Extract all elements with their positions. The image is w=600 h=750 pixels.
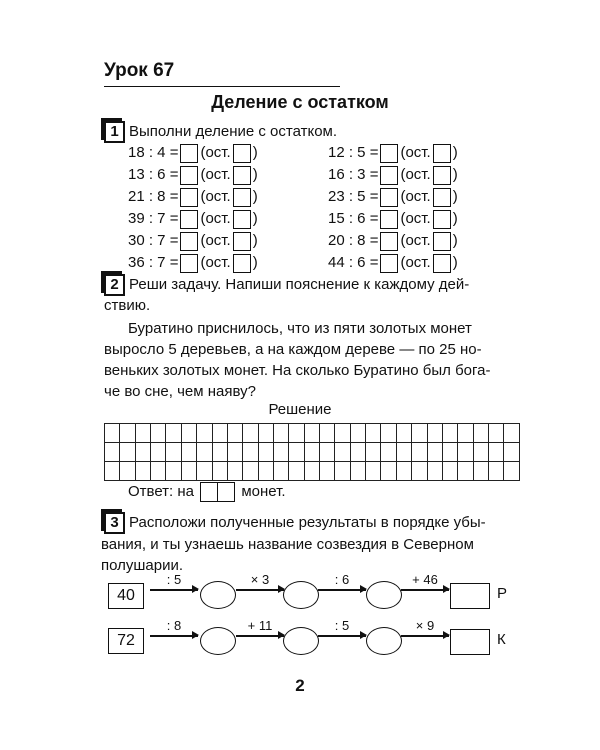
quotient-box[interactable] [380,144,398,163]
grid-cell[interactable] [258,424,273,443]
chain2-arrow: : 5 [318,618,366,637]
equation-row: 30 : 7 = (ост. ) [128,232,258,249]
task1-instruction: Выполни деление с остатком. [129,122,338,140]
grid-cell[interactable] [473,443,488,462]
grid-cell[interactable] [427,443,442,462]
grid-cell[interactable] [320,424,335,443]
equation-row: 36 : 7 = (ост. ) [128,254,258,271]
equation-row: 20 : 8 = (ост. ) [328,232,458,249]
lesson-title: Урок 67 [104,60,175,81]
grid-cell[interactable] [181,424,196,443]
grid-cell[interactable] [181,462,196,481]
page-title: Деление с остатком [211,92,389,112]
quotient-box[interactable] [380,188,398,207]
grid-cell[interactable] [212,462,227,481]
equation-row: 13 : 6 = (ост. ) [128,166,258,183]
grid-cell[interactable] [458,462,473,481]
remainder-box[interactable] [433,188,451,207]
equation-row: 21 : 8 = (ост. ) [128,188,258,205]
equation-row: 12 : 5 = (ост. ) [328,144,458,161]
chain2-letter: К [497,631,506,648]
task1-header [101,121,337,143]
grid-cell[interactable] [166,424,181,443]
chain1-oval[interactable] [283,581,319,609]
grid-cell[interactable] [488,443,503,462]
grid-cell[interactable] [366,424,381,443]
grid-cell[interactable] [350,462,365,481]
chain2-arrow: + 11 [236,618,284,637]
grid-cell[interactable] [135,462,150,481]
grid-cell[interactable] [320,462,335,481]
grid-cell[interactable] [289,443,304,462]
grid-cell[interactable] [320,443,335,462]
task3-number: 3 [104,512,125,534]
quotient-box[interactable] [380,254,398,273]
grid-cell[interactable] [458,424,473,443]
grid-cell[interactable] [258,462,273,481]
grid-cell[interactable] [120,443,135,462]
grid-cell[interactable] [135,424,150,443]
quotient-box[interactable] [380,166,398,185]
grid-cell[interactable] [442,424,457,443]
solution-label: Решение [268,401,332,418]
chain2-arrow: × 9 [401,618,449,637]
grid-cell[interactable] [243,424,258,443]
grid-cell[interactable] [227,462,242,481]
grid-cell[interactable] [212,443,227,462]
grid-cell[interactable] [304,424,319,443]
grid-cell[interactable] [504,443,520,462]
task2-problem [104,318,522,402]
chain1-arrow: : 5 [150,572,198,591]
grid-cell[interactable] [227,424,242,443]
chain1-start: 40 [108,583,144,609]
grid-cell[interactable] [504,462,520,481]
grid-cell[interactable] [166,462,181,481]
chain2-oval[interactable] [200,627,236,655]
grid-cell[interactable] [427,424,442,443]
chain1-arrow: + 46 [401,572,449,591]
chain1-result-box[interactable] [450,583,490,609]
chain2-start: 72 [108,628,144,654]
answer-prefix: Ответ: на [128,483,195,500]
task2-instruction-line: 2 Реши задачу. Напиши пояснение к каждому дей- [101,274,521,296]
remainder-box[interactable] [233,254,251,273]
grid-cell[interactable] [197,443,212,462]
grid-cell[interactable] [258,443,273,462]
equation-row: 39 : 7 = (ост. ) [128,210,258,227]
grid-cell[interactable] [335,443,350,462]
quotient-box[interactable] [380,232,398,251]
task2-instruction-line: ствию. [104,297,151,314]
grid-cell[interactable] [151,443,166,462]
remainder-box[interactable] [433,232,451,251]
grid-cell[interactable] [105,424,120,443]
task3-text [101,512,522,576]
chain1-letter: Р [497,585,508,602]
answer-box[interactable] [200,482,235,502]
chain2-arrow: : 8 [150,618,198,637]
grid-cell[interactable] [243,462,258,481]
problem-line: Буратино приснилось, что из пяти золотых монет [128,320,472,337]
remainder-box[interactable] [433,254,451,273]
grid-cell[interactable] [366,443,381,462]
grid-cell[interactable] [473,424,488,443]
page-number: 2 [295,676,305,695]
grid-cell[interactable] [427,462,442,481]
remainder-box[interactable] [233,166,251,185]
grid-cell[interactable] [289,462,304,481]
problem-line: выросло 5 деревьев, а на каждом дереве — по 25 но- [104,341,482,358]
quotient-box[interactable] [380,210,398,229]
task2-number: 2 [104,274,125,296]
grid-cell[interactable] [488,462,503,481]
remainder-box[interactable] [233,232,251,251]
chain2-result-box[interactable] [450,629,490,655]
task3-line: 3 Расположи полученные результаты в порядке убы- [101,512,522,534]
grid-cell[interactable] [381,443,396,462]
grid-cell[interactable] [366,462,381,481]
equation-row: 44 : 6 = (ост. ) [328,254,458,271]
chain2-oval[interactable] [283,627,319,655]
grid-cell[interactable] [289,424,304,443]
problem-line: веньких золотых монет. На сколько Буратино был бога- [104,362,491,379]
grid-cell[interactable] [243,443,258,462]
grid-cell[interactable] [350,443,365,462]
quotient-box[interactable] [180,188,198,207]
grid-cell[interactable] [412,424,427,443]
equation-row: 16 : 3 = (ост. ) [328,166,458,183]
task1-right-column [328,142,458,274]
grid-cell[interactable] [335,462,350,481]
quotient-box[interactable] [180,210,198,229]
task1-number: 1 [104,121,125,143]
grid-cell[interactable] [350,424,365,443]
grid-cell[interactable] [381,462,396,481]
grid-cell[interactable] [135,443,150,462]
grid-cell[interactable] [304,462,319,481]
grid-cell[interactable] [197,424,212,443]
quotient-box[interactable] [180,232,198,251]
equation-row: 23 : 5 = (ост. ) [328,188,458,205]
remainder-box[interactable] [433,144,451,163]
task3-line: вания, и ты узнаешь название созвездия в Северном [101,536,474,554]
grid-cell[interactable] [120,424,135,443]
grid-cell[interactable] [335,424,350,443]
remainder-box[interactable] [233,144,251,163]
grid-cell[interactable] [181,443,196,462]
remainder-box[interactable] [233,188,251,207]
grid-cell[interactable] [488,424,503,443]
task1-left-column [128,142,258,274]
chain1-arrow: : 6 [318,572,366,591]
chain1-arrow: × 3 [236,572,284,591]
remainder-box[interactable] [233,210,251,229]
grid-cell[interactable] [273,462,288,481]
grid-cell[interactable] [273,443,288,462]
remainder-box[interactable] [433,210,451,229]
grid-cell[interactable] [381,424,396,443]
grid-cell[interactable] [212,424,227,443]
grid-cell[interactable] [304,443,319,462]
chain1-oval[interactable] [366,581,402,609]
task2-header [101,274,521,316]
grid-cell[interactable] [105,443,120,462]
remainder-box[interactable] [433,166,451,185]
chain1-oval[interactable] [200,581,236,609]
quotient-box[interactable] [180,144,198,163]
equation-row: 15 : 6 = (ост. ) [328,210,458,227]
grid-cell[interactable] [197,462,212,481]
grid-cell[interactable] [458,443,473,462]
quotient-box[interactable] [180,254,198,273]
quotient-box[interactable] [180,166,198,185]
solution-grid[interactable] [104,423,520,483]
grid-cell[interactable] [442,443,457,462]
equation-row: 18 : 4 = (ост. ) [128,144,258,161]
grid-cell[interactable] [120,462,135,481]
grid-cell[interactable] [473,462,488,481]
chain2-oval[interactable] [366,627,402,655]
answer-row [128,481,286,503]
answer-suffix: монет. [241,483,286,500]
grid-cell[interactable] [412,443,427,462]
grid-cell[interactable] [396,443,411,462]
grid-cell[interactable] [151,462,166,481]
grid-cell[interactable] [151,424,166,443]
lesson-underline [104,86,340,87]
grid-cell[interactable] [504,424,520,443]
grid-cell[interactable] [396,462,411,481]
grid-cell[interactable] [273,424,288,443]
grid-cell[interactable] [166,443,181,462]
grid-cell[interactable] [412,462,427,481]
grid-cell[interactable] [442,462,457,481]
grid-cell[interactable] [105,462,120,481]
grid-cell[interactable] [396,424,411,443]
task3-line: полушарии. [101,557,184,575]
problem-line: че во сне, чем наяву? [104,383,256,400]
grid-cell[interactable] [227,443,242,462]
